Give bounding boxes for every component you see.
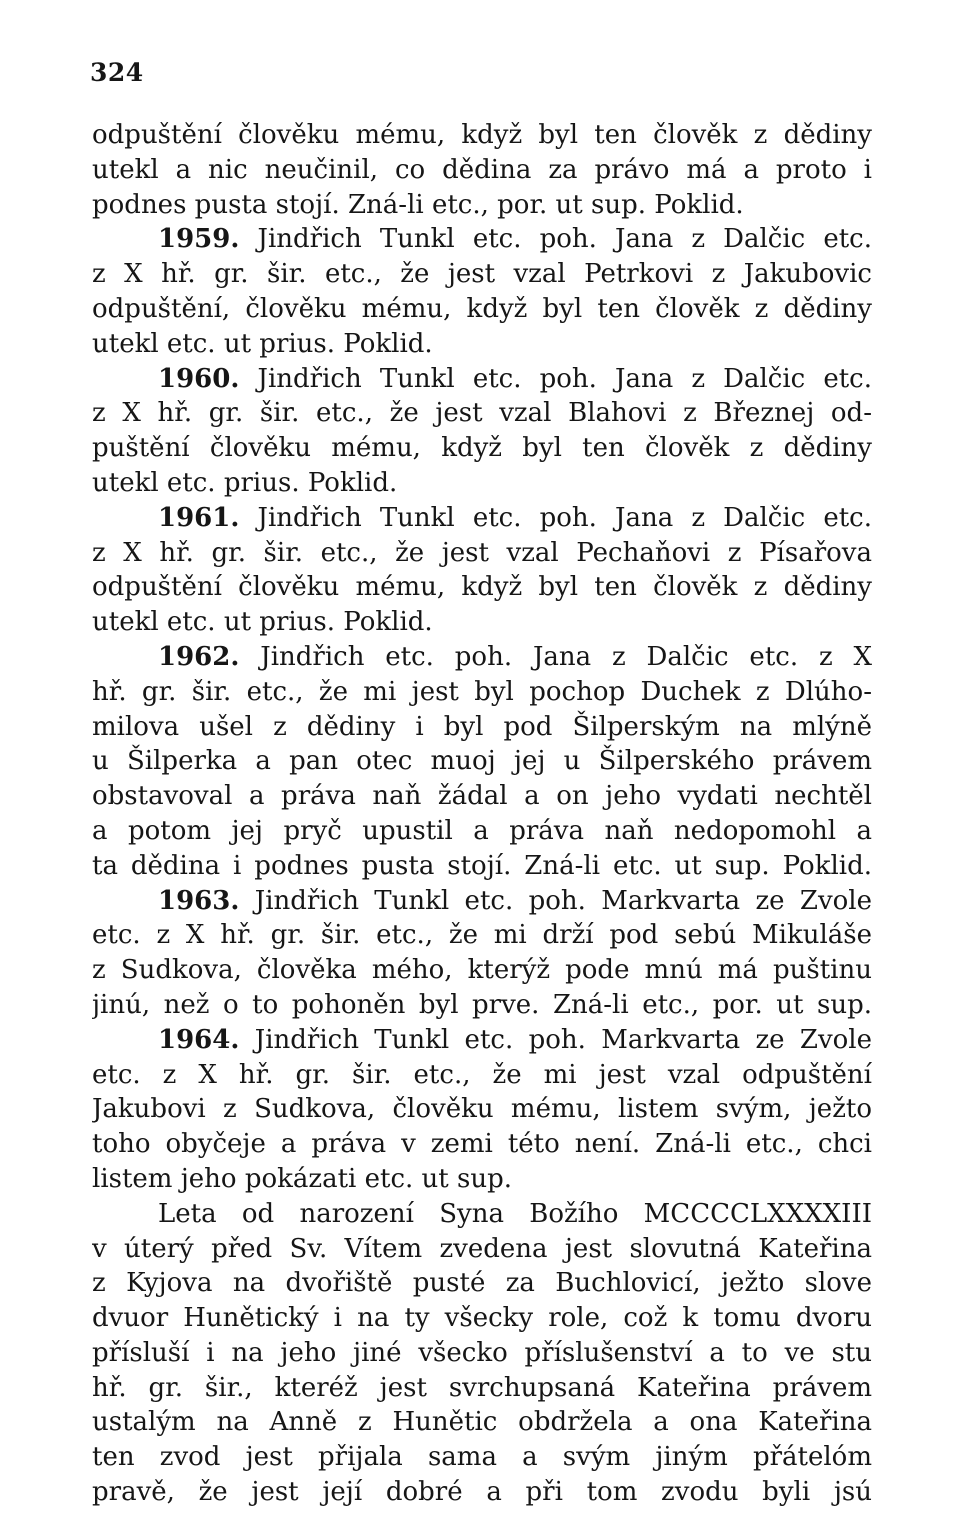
- text-line: [92, 1092, 872, 1127]
- line-text: z X hř. gr. šir. etc., že jest vzal Petrkovi z Jakubovic: [92, 259, 872, 290]
- text-line: [92, 953, 872, 988]
- entry-first-line: [92, 1023, 872, 1058]
- line-text: z Sudkova, člověka mého, kterýž pode mnú má puštinu: [92, 955, 872, 986]
- page-text: [92, 118, 872, 1510]
- text-line: [92, 466, 872, 501]
- text-line: [92, 988, 872, 1023]
- line-text: puštění člověku mému, když byl ten člověk z dědiny: [92, 433, 872, 464]
- text-line: [92, 431, 872, 466]
- line-text: utekl etc. ut prius. Poklid.: [92, 607, 433, 638]
- entry-first-line: [92, 222, 872, 257]
- line-text: hř. gr. šir., kteréž jest svrchupsaná Kateřina právem: [92, 1372, 872, 1403]
- text-line: [92, 605, 872, 640]
- entry-first-line: [92, 640, 872, 675]
- entry-number: 1962.: [158, 641, 240, 672]
- text-line: [92, 153, 872, 188]
- text-line: [92, 1058, 872, 1093]
- line-text: Jindřich Tunkl etc. poh. Markvarta ze Zvole: [254, 1024, 872, 1055]
- line-text: ten zvod jest přijala sama a svým jiným přátelóm: [92, 1442, 872, 1473]
- text-line: [92, 710, 872, 745]
- text-line: [92, 570, 872, 605]
- text-line: [92, 118, 872, 153]
- line-text: utekl a nic neučinil, co dědina za právo má a proto i: [92, 154, 872, 185]
- line-text: přísluší i na jeho jiné všecko příslušenství a to ve stu: [92, 1337, 872, 1368]
- line-text: ustalým na Anně z Hunětic obdržela a ona Kateřina: [92, 1407, 872, 1438]
- text-line: [92, 744, 872, 779]
- text-line: [92, 536, 872, 571]
- text-line: [92, 1301, 872, 1336]
- text-line: [92, 1197, 872, 1232]
- line-text: odpuštění člověku mému, když byl ten člověk z dědiny: [92, 572, 872, 603]
- text-line: [92, 327, 872, 362]
- page-number: 324: [90, 58, 144, 87]
- line-text: etc. z X hř. gr. šir. etc., že mi drží pod sebú Mikuláše: [92, 920, 872, 951]
- text-line: [92, 292, 872, 327]
- line-text: Jindřich Tunkl etc. poh. Markvarta ze Zvole: [254, 885, 872, 916]
- line-text: v úterý před Sv. Vítem zvedena jest slovutná Kateřina: [92, 1233, 872, 1264]
- text-line: [92, 1266, 872, 1301]
- line-text: Leta od narození Syna Božího MCCCCLXXXXIII: [158, 1198, 872, 1229]
- text-line: [92, 257, 872, 292]
- line-text: z X hř. gr. šir. etc., že jest vzal Pechaňovi z Písařova: [92, 537, 872, 568]
- line-text: pravě, že jest její dobré a při tom zvodu byli jsú: [92, 1477, 872, 1508]
- text-line: [92, 1371, 872, 1406]
- line-text: toho obyčeje a práva v zemi této není. Zná-li etc., chci: [92, 1129, 872, 1160]
- entry-first-line: [92, 362, 872, 397]
- line-text: z X hř. gr. šir. etc., že jest vzal Blahovi z Březnej od-: [92, 398, 872, 429]
- line-text: utekl etc. prius. Poklid.: [92, 467, 398, 498]
- text-line: [92, 1475, 872, 1510]
- line-text: obstavoval a práva naň žádal a on jeho vydati nechtěl: [92, 781, 872, 812]
- line-text: Jindřich Tunkl etc. poh. Jana z Dalčic etc.: [257, 502, 872, 533]
- text-line: [92, 814, 872, 849]
- line-text: Jindřich Tunkl etc. poh. Jana z Dalčic etc.: [257, 224, 872, 255]
- entry-number: 1960.: [158, 363, 240, 394]
- line-text: Jindřich etc. poh. Jana z Dalčic etc. z X: [260, 641, 872, 672]
- line-text: etc. z X hř. gr. šir. etc., že mi jest vzal odpuštění: [92, 1059, 872, 1090]
- line-text: listem jeho pokázati etc. ut sup.: [92, 1163, 512, 1194]
- text-line: [92, 1336, 872, 1371]
- line-text: utekl etc. ut prius. Poklid.: [92, 328, 433, 359]
- line-text: Jindřich Tunkl etc. poh. Jana z Dalčic etc.: [257, 363, 872, 394]
- line-text: u Šilperka a pan otec muoj jej u Šilperského právem: [92, 746, 872, 777]
- line-text: podnes pusta stojí. Zná-li etc., por. ut sup. Poklid.: [92, 189, 744, 220]
- line-text: z Kyjova na dvořiště pusté za Buchlovicí, ježto slove: [92, 1268, 872, 1299]
- text-line: [92, 1232, 872, 1267]
- text-line: [92, 188, 872, 223]
- text-line: [92, 779, 872, 814]
- entry-number: 1961.: [158, 502, 240, 533]
- text-line: [92, 1440, 872, 1475]
- line-text: hř. gr. šir. etc., že mi jest byl pochop Duchek z Dlúho-: [92, 676, 872, 707]
- line-text: odpuštění člověku mému, když byl ten člověk z dědiny: [92, 120, 872, 150]
- text-line: [92, 918, 872, 953]
- entry-number: 1959.: [158, 224, 240, 255]
- line-text: odpuštění, člověku mému, když byl ten člověk z dědiny: [92, 293, 872, 324]
- text-line: [92, 1405, 872, 1440]
- entry-number: 1963.: [158, 885, 240, 916]
- text-line: [92, 675, 872, 710]
- line-text: dvuor Hunětický i na ty všecky role, což k tomu dvoru: [92, 1303, 872, 1334]
- line-text: Jakubovi z Sudkova, člověku mému, listem svým, ježto: [92, 1094, 872, 1125]
- text-line: [92, 849, 872, 884]
- line-text: jinú, než o to pohoněn byl prve. Zná-li etc., por. ut sup.: [92, 989, 872, 1020]
- text-line: [92, 1162, 872, 1197]
- entry-first-line: [92, 501, 872, 536]
- line-text: a potom jej pryč upustil a práva naň nedopomohl a: [92, 815, 872, 846]
- text-line: [92, 396, 872, 431]
- entry-number: 1964.: [158, 1024, 240, 1055]
- line-text: milova ušel z dědiny i byl pod Šilperským na mlýně: [92, 711, 872, 742]
- entry-first-line: [92, 884, 872, 919]
- text-line: [92, 1127, 872, 1162]
- line-text: ta dědina i podnes pusta stojí. Zná-li etc. ut sup. Poklid.: [92, 850, 872, 881]
